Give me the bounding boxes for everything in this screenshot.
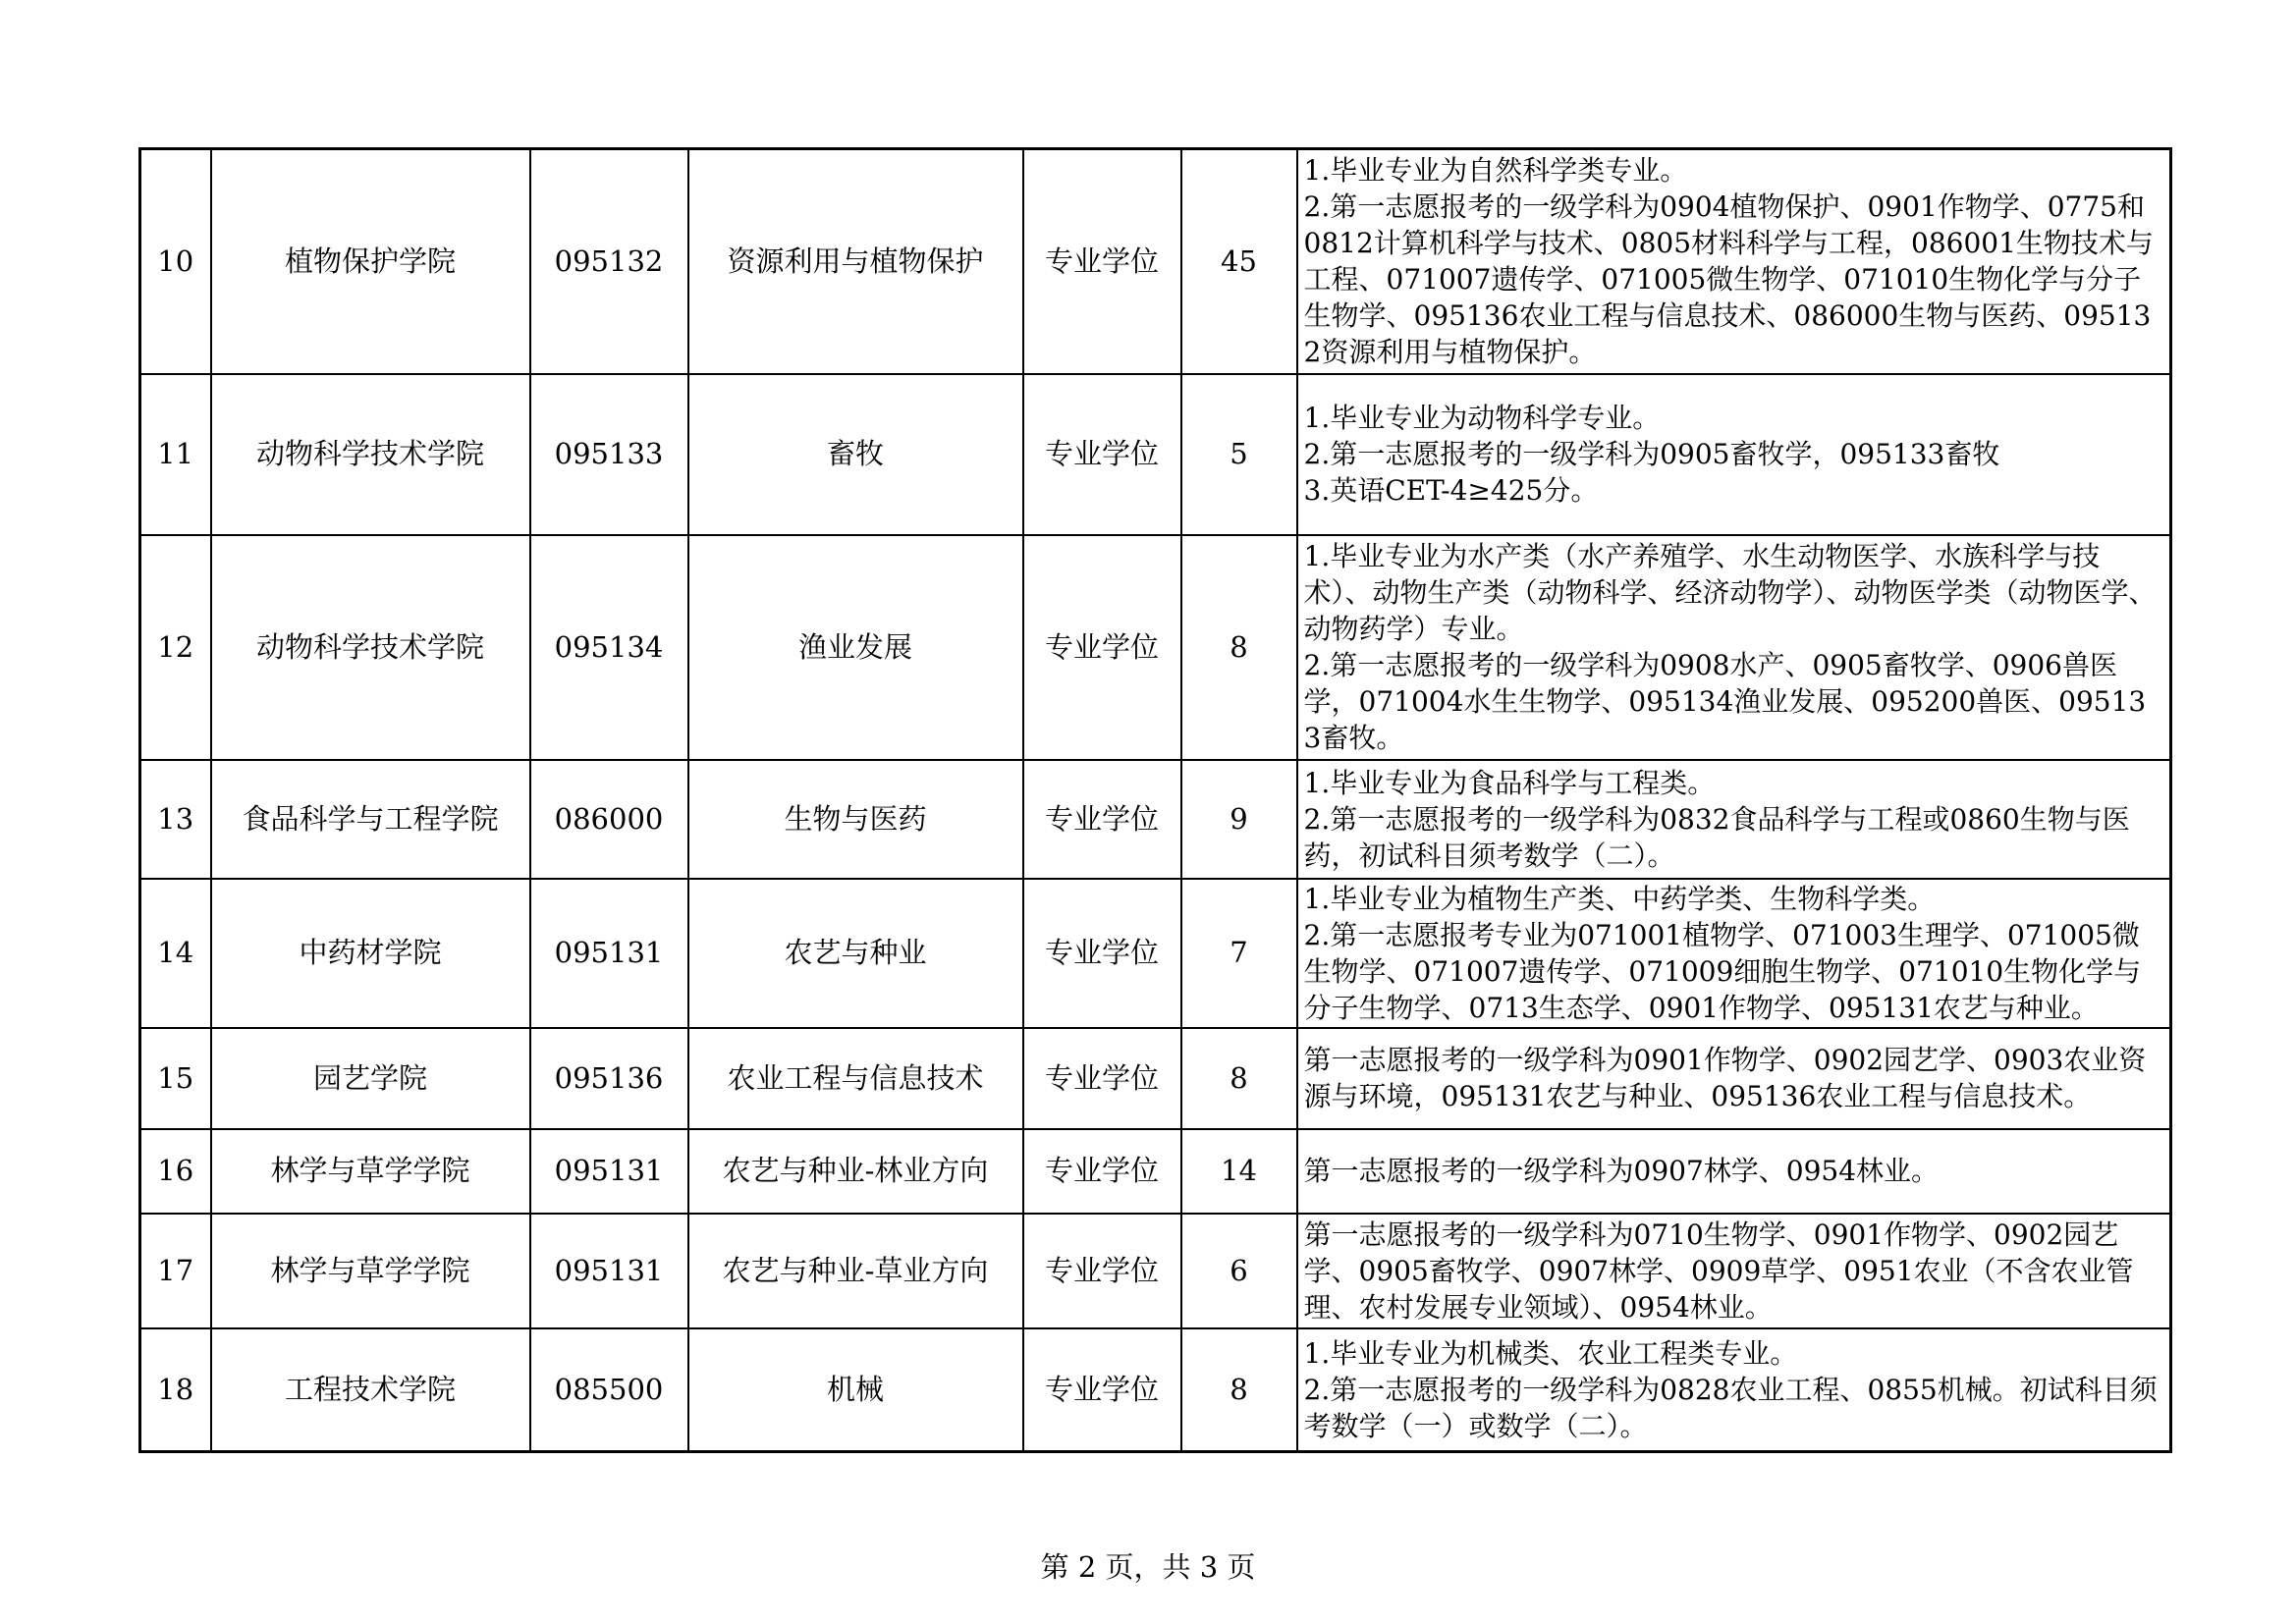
table-body xyxy=(140,149,2171,1452)
cell-requirements xyxy=(1297,1028,2171,1129)
table-row xyxy=(140,1129,2171,1214)
cell-number: 13 xyxy=(140,760,211,879)
cell-requirements xyxy=(1297,1328,2171,1452)
requirement-line: 2.第一志愿报考的一级学科为0908水产、0905畜牧学、0906兽医学，071004水生生物学、095134渔业发展、095200兽医、095133畜牧。 xyxy=(1303,649,2147,754)
cell-quota: 8 xyxy=(1181,535,1297,760)
cell-major-code: 095131 xyxy=(530,879,688,1028)
cell-number: 10 xyxy=(140,149,211,374)
table-row xyxy=(140,374,2171,535)
cell-degree-type: 专业学位 xyxy=(1023,760,1181,879)
requirement-line: 1.毕业专业为植物生产类、中药学类、生物科学类。 xyxy=(1303,882,1936,915)
cell-major-code: 095131 xyxy=(530,1214,688,1328)
table-row xyxy=(140,1214,2171,1328)
cell-major-name: 农业工程与信息技术 xyxy=(688,1028,1023,1129)
cell-major-code: 095132 xyxy=(530,149,688,374)
cell-requirements xyxy=(1297,1129,2171,1214)
table-row xyxy=(140,760,2171,879)
cell-number: 11 xyxy=(140,374,211,535)
cell-quota: 8 xyxy=(1181,1328,1297,1452)
table-row xyxy=(140,1028,2171,1129)
requirement-line: 2.第一志愿报考专业为071001植物学、071003生理学、071005微生物学、071007遗传学、071009细胞生物学、071010生物化学与分子生物学、0713生态学、0901作物学、095131农艺与种业。 xyxy=(1303,918,2142,1024)
requirement-line: 1.毕业专业为自然科学类专业。 xyxy=(1303,154,1688,188)
cell-quota: 14 xyxy=(1181,1129,1297,1214)
cell-degree-type: 专业学位 xyxy=(1023,1028,1181,1129)
requirement-line: 第一志愿报考的一级学科为0710生物学、0901作物学、0902园艺学、0905畜牧学、0907林学、0909草学、0951农业（不含农业管理、农村发展专业领域）、0954林业。 xyxy=(1303,1217,2134,1324)
cell-college: 林学与草学学院 xyxy=(211,1214,530,1328)
cell-major-code: 095131 xyxy=(530,1129,688,1214)
cell-quota: 7 xyxy=(1181,879,1297,1028)
cell-major-code: 095136 xyxy=(530,1028,688,1129)
cell-requirements xyxy=(1297,1214,2171,1328)
cell-requirements xyxy=(1297,879,2171,1028)
cell-major-code: 086000 xyxy=(530,760,688,879)
page-footer: 第 2 页，共 3 页 xyxy=(1040,1550,1256,1584)
requirement-line: 1.毕业专业为动物科学专业。 xyxy=(1303,402,1661,434)
cell-major-code: 095134 xyxy=(530,535,688,760)
requirement-line: 2.第一志愿报考的一级学科为0828农业工程、0855机械。初试科目须考数学（一）或数学（二）。 xyxy=(1303,1373,2158,1442)
cell-requirements xyxy=(1297,535,2171,760)
cell-degree-type: 专业学位 xyxy=(1023,1328,1181,1452)
cell-major-code: 095133 xyxy=(530,374,688,535)
cell-degree-type: 专业学位 xyxy=(1023,374,1181,535)
cell-degree-type: 专业学位 xyxy=(1023,879,1181,1028)
cell-college: 动物科学技术学院 xyxy=(211,535,530,760)
cell-major-name: 生物与医药 xyxy=(688,760,1023,879)
requirement-line: 1.毕业专业为水产类（水产养殖学、水生动物医学、水族科学与技术）、动物生产类（动物科学、经济动物学）、动物医学类（动物医学、动物药学）专业。 xyxy=(1303,540,2157,645)
requirement-line: 第一志愿报考的一级学科为0907林学、0954林业。 xyxy=(1303,1155,1940,1187)
cell-major-name: 农艺与种业-林业方向 xyxy=(688,1129,1023,1214)
cell-number: 17 xyxy=(140,1214,211,1328)
cell-college: 林学与草学学院 xyxy=(211,1129,530,1214)
admission-table xyxy=(138,147,2172,1453)
cell-number: 12 xyxy=(140,535,211,760)
cell-quota: 45 xyxy=(1181,149,1297,374)
cell-major-name: 渔业发展 xyxy=(688,535,1023,760)
cell-college: 动物科学技术学院 xyxy=(211,374,530,535)
table-row xyxy=(140,535,2171,760)
cell-number: 15 xyxy=(140,1028,211,1129)
cell-quota: 8 xyxy=(1181,1028,1297,1129)
cell-requirements xyxy=(1297,374,2171,535)
cell-degree-type: 专业学位 xyxy=(1023,535,1181,760)
cell-quota: 6 xyxy=(1181,1214,1297,1328)
cell-major-name: 农艺与种业 xyxy=(688,879,1023,1028)
cell-college: 工程技术学院 xyxy=(211,1328,530,1452)
cell-college: 植物保护学院 xyxy=(211,149,530,374)
requirement-line: 2.第一志愿报考的一级学科为0905畜牧学，095133畜牧 xyxy=(1303,438,2000,470)
cell-quota: 5 xyxy=(1181,374,1297,535)
cell-college: 园艺学院 xyxy=(211,1028,530,1129)
cell-degree-type: 专业学位 xyxy=(1023,1214,1181,1328)
cell-major-name: 机械 xyxy=(688,1328,1023,1452)
requirement-line: 第一志愿报考的一级学科为0901作物学、0902园艺学、0903农业资源与环境，095131农艺与种业、095136农业工程与信息技术。 xyxy=(1303,1044,2147,1112)
cell-college: 食品科学与工程学院 xyxy=(211,760,530,879)
cell-major-code: 085500 xyxy=(530,1328,688,1452)
table-row xyxy=(140,149,2171,374)
cell-number: 18 xyxy=(140,1328,211,1452)
requirement-line: 1.毕业专业为食品科学与工程类。 xyxy=(1303,766,1716,799)
cell-college: 中药材学院 xyxy=(211,879,530,1028)
cell-major-name: 农艺与种业-草业方向 xyxy=(688,1214,1023,1328)
cell-degree-type: 专业学位 xyxy=(1023,149,1181,374)
cell-number: 14 xyxy=(140,879,211,1028)
cell-requirements xyxy=(1297,760,2171,879)
cell-major-name: 资源利用与植物保护 xyxy=(688,149,1023,374)
cell-quota: 9 xyxy=(1181,760,1297,879)
requirement-line: 2.第一志愿报考的一级学科为0904植物保护、0901作物学、0775和0812计算机科学与技术、0805材料科学与工程，086001生物技术与工程、071007遗传学、071005微生物学、071010生物化学与分子生物学、095136农业工程与信息技术、086000生物与医药、095132资源利用与植物保护。 xyxy=(1303,190,2154,369)
table-row xyxy=(140,1328,2171,1452)
requirement-line: 3.英语CET-4≥425分。 xyxy=(1303,474,1599,507)
cell-major-name: 畜牧 xyxy=(688,374,1023,535)
requirement-line: 2.第一志愿报考的一级学科为0832食品科学与工程或0860生物与医药，初试科目须考数学（二）。 xyxy=(1303,802,2130,872)
table-row xyxy=(140,879,2171,1028)
cell-requirements xyxy=(1297,149,2171,374)
cell-number: 16 xyxy=(140,1129,211,1214)
requirement-line: 1.毕业专业为机械类、农业工程类专业。 xyxy=(1303,1336,1798,1370)
cell-degree-type: 专业学位 xyxy=(1023,1129,1181,1214)
